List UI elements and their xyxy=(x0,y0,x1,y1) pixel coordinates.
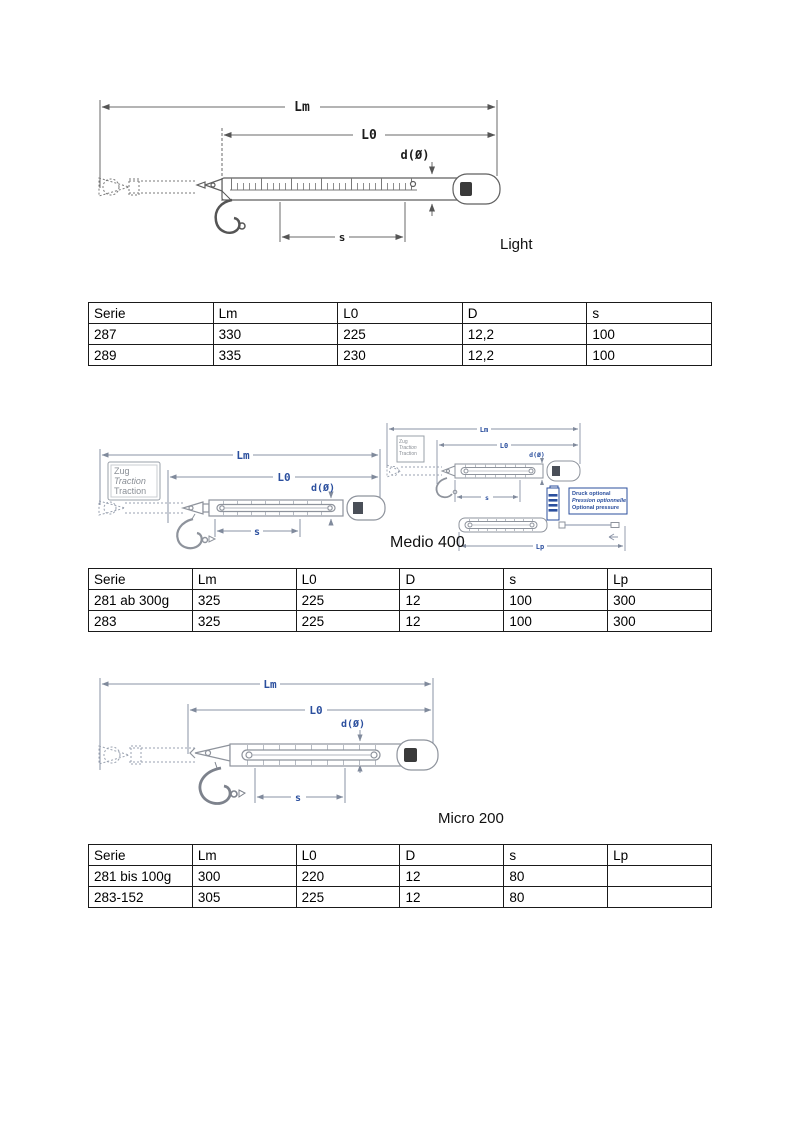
micro-spring-scale-diagram xyxy=(95,670,440,812)
pressure-pump-body xyxy=(459,518,619,532)
section-label-light: Light xyxy=(500,236,533,253)
dim-label-l0: L0 xyxy=(277,471,291,484)
svg-text:Zug: Zug xyxy=(399,439,408,445)
svg-text:Traction: Traction xyxy=(399,451,417,457)
handle xyxy=(347,496,385,520)
header-cell: L0 xyxy=(296,845,400,866)
data-cell: 281 bis 100g xyxy=(89,866,193,887)
s-hook-icon xyxy=(177,514,215,548)
data-cell: 300 xyxy=(608,611,712,632)
scale-body xyxy=(183,496,385,520)
dim-label-d: d(Ø) xyxy=(400,148,430,162)
extended-hook-icon xyxy=(387,465,442,477)
data-cell: 325 xyxy=(192,611,296,632)
dim-label-l0: L0 xyxy=(309,704,323,717)
data-cell xyxy=(608,887,712,908)
data-cell: 12 xyxy=(400,866,504,887)
dimension-lines xyxy=(100,678,433,803)
dim-label-d: d(Ø) xyxy=(310,483,336,494)
dim-label-lp: Lp xyxy=(535,543,545,551)
table-header-row xyxy=(89,303,712,324)
svg-text:Traction: Traction xyxy=(114,486,147,496)
data-cell: 325 xyxy=(192,590,296,611)
zug-traction-box xyxy=(108,462,160,500)
handle xyxy=(547,461,580,481)
svg-text:Traction: Traction xyxy=(399,445,417,451)
dim-label-l0: L0 xyxy=(499,442,509,450)
extended-hook-icon xyxy=(99,746,195,764)
header-cell: Lm xyxy=(192,569,296,590)
data-cell: 12 xyxy=(400,611,504,632)
section-label-medio: Medio 400 xyxy=(390,534,465,551)
data-cell: 12,2 xyxy=(462,324,587,345)
clip-icon xyxy=(195,745,230,761)
data-cell: 12,2 xyxy=(462,345,587,366)
data-cell: 100 xyxy=(587,345,712,366)
data-cell: 283-152 xyxy=(89,887,193,908)
data-cell xyxy=(608,866,712,887)
dim-label-l0: L0 xyxy=(361,128,377,143)
table-header-row xyxy=(89,569,712,590)
table-row xyxy=(89,887,712,908)
table-row xyxy=(89,590,712,611)
data-cell: 281 ab 300g xyxy=(89,590,193,611)
handle xyxy=(397,740,438,770)
table-row xyxy=(89,324,712,345)
dim-label-lm: Lm xyxy=(236,449,250,462)
svg-text:Traction: Traction xyxy=(114,476,146,486)
header-cell: D xyxy=(462,303,587,324)
data-cell: 225 xyxy=(296,611,400,632)
dim-label-s: s xyxy=(485,494,489,502)
dim-label-s: s xyxy=(338,231,346,244)
header-cell: s xyxy=(504,845,608,866)
svg-text:Zug: Zug xyxy=(114,466,130,476)
scale-body xyxy=(442,461,580,481)
data-cell: 230 xyxy=(338,345,463,366)
table-header-row xyxy=(89,845,712,866)
medio-spring-scale-diagram xyxy=(95,443,387,555)
header-cell: Serie xyxy=(89,845,193,866)
scale-body xyxy=(197,174,500,204)
dim-label-d: d(Ø) xyxy=(340,719,366,730)
header-cell: Lp xyxy=(608,569,712,590)
data-cell: 283 xyxy=(89,611,193,632)
data-cell: 225 xyxy=(296,887,400,908)
scale-body xyxy=(190,740,438,770)
data-cell: 289 xyxy=(89,345,214,366)
light-spec-table xyxy=(88,302,712,366)
header-cell: Serie xyxy=(89,303,214,324)
data-cell: 100 xyxy=(504,611,608,632)
s-hook-icon xyxy=(200,762,245,804)
extended-hook-icon xyxy=(99,178,197,196)
header-cell: s xyxy=(504,569,608,590)
table-row xyxy=(89,345,712,366)
data-cell: 225 xyxy=(296,590,400,611)
data-cell: 305 xyxy=(192,887,296,908)
section-label-micro: Micro 200 xyxy=(438,810,504,827)
micro-spec-table xyxy=(88,844,712,908)
dim-label-s: s xyxy=(294,793,302,804)
s-hook-icon xyxy=(436,478,456,497)
data-cell: 300 xyxy=(192,866,296,887)
header-cell: Lp xyxy=(608,845,712,866)
svg-text:Optional pressure: Optional pressure xyxy=(572,505,620,511)
data-cell: 287 xyxy=(89,324,214,345)
dim-label-lm: Lm xyxy=(294,100,310,115)
header-cell: Lm xyxy=(213,303,338,324)
medio-spec-table xyxy=(88,568,712,632)
pressure-plunger-icon xyxy=(547,486,565,528)
data-cell: 80 xyxy=(504,887,608,908)
data-cell: 225 xyxy=(338,324,463,345)
header-cell: s xyxy=(587,303,712,324)
header-cell: L0 xyxy=(296,569,400,590)
extended-hook-icon xyxy=(99,501,183,515)
zug-traction-box xyxy=(397,436,424,462)
dim-label-s: s xyxy=(253,527,261,538)
header-cell: D xyxy=(400,569,504,590)
dimension-lines xyxy=(100,100,497,242)
header-cell: Serie xyxy=(89,569,193,590)
data-cell: 100 xyxy=(504,590,608,611)
header-cell: L0 xyxy=(338,303,463,324)
data-cell: 335 xyxy=(213,345,338,366)
data-cell: 330 xyxy=(213,324,338,345)
dim-label-lm: Lm xyxy=(479,426,489,434)
data-cell: 300 xyxy=(608,590,712,611)
table-row xyxy=(89,866,712,887)
svg-text:Pression optionnelle: Pression optionnelle xyxy=(572,498,627,504)
data-cell: 12 xyxy=(400,887,504,908)
header-cell: D xyxy=(400,845,504,866)
data-cell: 80 xyxy=(504,866,608,887)
header-cell: Lm xyxy=(192,845,296,866)
dim-label-d: d(Ø) xyxy=(529,451,545,459)
data-cell: 12 xyxy=(400,590,504,611)
svg-text:Druck optional: Druck optional xyxy=(572,491,611,497)
dim-label-lm: Lm xyxy=(263,678,277,691)
table-row xyxy=(89,611,712,632)
pressure-optional-box xyxy=(569,488,627,514)
data-cell: 220 xyxy=(296,866,400,887)
light-spring-scale-diagram xyxy=(95,90,515,260)
data-cell: 100 xyxy=(587,324,712,345)
